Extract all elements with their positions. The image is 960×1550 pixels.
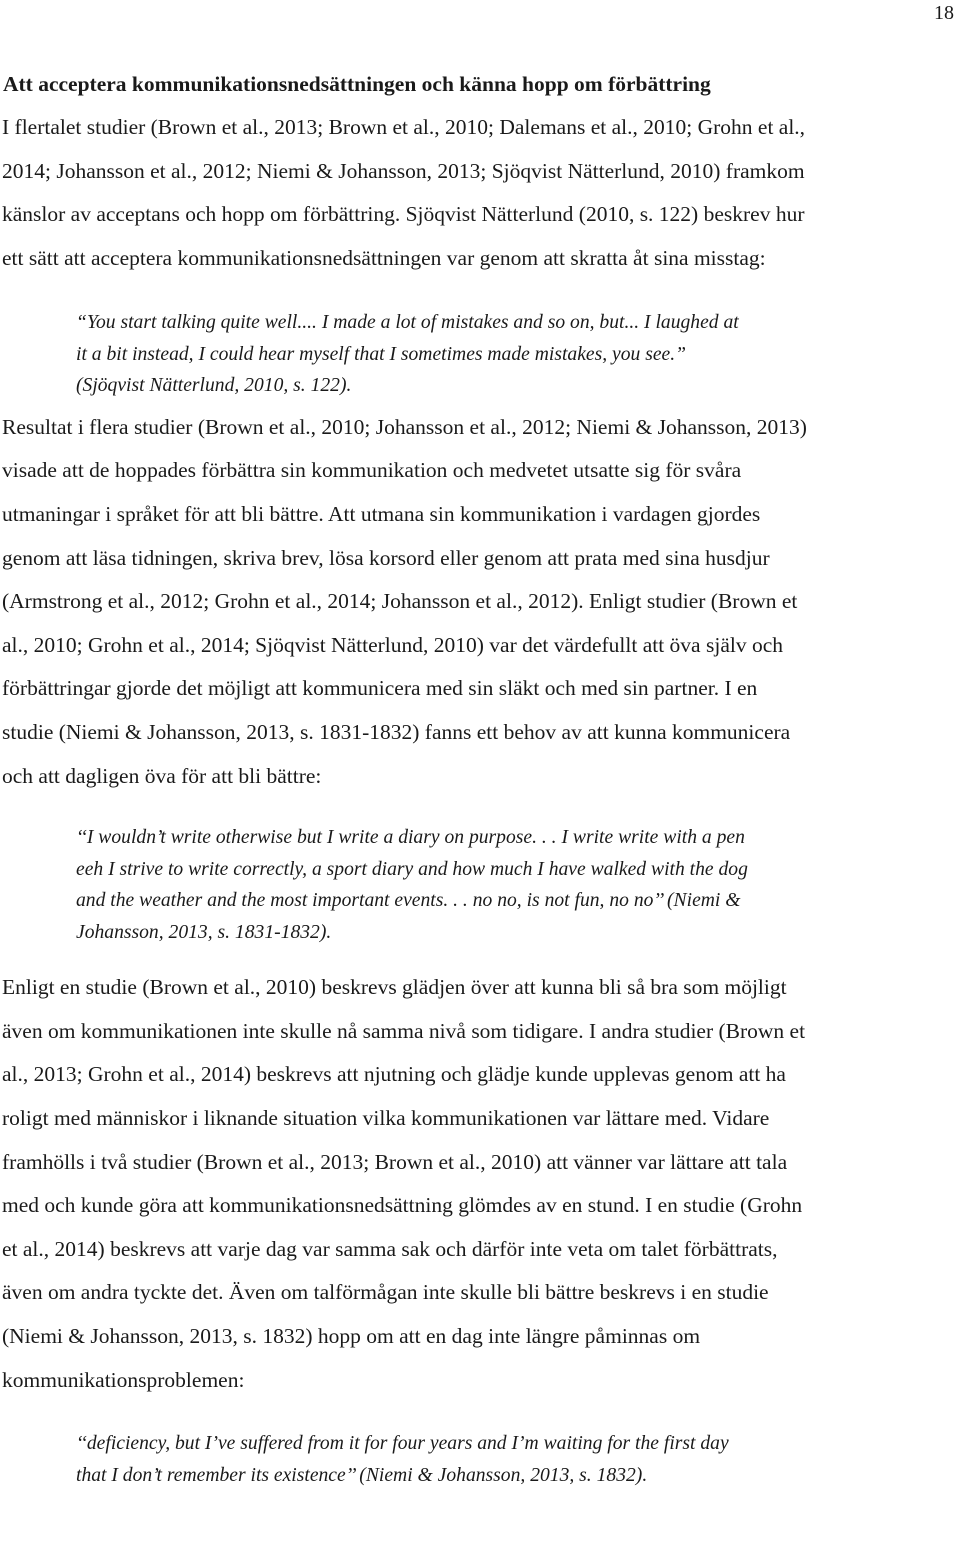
text-line: studie (Niemi & Johansson, 2013, s. 1831-1832) fanns ett behov av att kunna kommunicera — [2, 720, 791, 745]
document-body — [0, 64, 958, 1491]
paragraph-2 — [2, 406, 958, 798]
paragraph-3 — [2, 966, 958, 1402]
paragraph-1 — [2, 106, 958, 280]
text-line: Enligt en studie (Brown et al., 2010) beskrevs glädjen över att kunna bli så bra som möjligt — [2, 975, 787, 1000]
section-heading: Att acceptera kommunikationsnedsättningen och känna hopp om förbättring — [3, 72, 711, 96]
quote-line: it a bit instead, I could hear myself that I sometimes made mistakes, you see.” — [76, 343, 687, 365]
text-line: känslor av acceptans och hopp om förbättring. Sjöqvist Nätterlund (2010, s. 122) beskrev hur — [2, 202, 805, 227]
text-line: genom att läsa tidningen, skriva brev, lösa korsord eller genom att prata med sina husdjur — [2, 545, 770, 570]
text-line: även om andra tyckte det. Även om talförmågan inte skulle bli bättre beskrevs i en studie — [2, 1280, 769, 1305]
text-line: ett sätt att acceptera kommunikationsnedsättningen var genom att skratta åt sina misstag: — [2, 245, 766, 270]
text-line: roligt med människor i liknande situation vilka kommunikationen var lättare med. Vidare — [2, 1106, 770, 1130]
text-line: Resultat i flera studier (Brown et al., 2010; Johansson et al., 2012; Niemi & Johansson, 2013) — [2, 414, 807, 439]
block-quote-2 — [76, 822, 958, 948]
text-line: utmaningar i språket för att bli bättre. Att utmana sin kommunikation i vardagen gjordes — [2, 502, 761, 527]
quote-line: “You start talking quite well.... I made a lot of mistakes and so on, but... I laughed at — [76, 312, 739, 334]
text-line: (Armstrong et al., 2012; Grohn et al., 2014; Johansson et al., 2012). Enligt studier (Brown et — [2, 589, 798, 614]
text-line: kommunikationsproblemen: — [2, 1367, 245, 1392]
text-line: framhölls i två studier (Brown et al., 2013; Brown et al., 2010) att vänner var lättare att tala — [2, 1149, 788, 1174]
quote-line: and the weather and the most important events. . . no no, is not fun, no no’’ (Niemi & — [76, 890, 741, 912]
quote-line: (Sjöqvist Nätterlund, 2010, s. 122). — [76, 375, 352, 397]
text-line: al., 2010; Grohn et al., 2014; Sjöqvist Nätterlund, 2010) var det värdefullt att öva själv och — [2, 632, 784, 657]
text-line: visade att de hoppades förbättra sin kommunikation och medvetet utsatte sig för svåra — [2, 458, 742, 483]
text-line: et al., 2014) beskrevs att varje dag var samma sak och därför inte veta om talet förbättrats, — [2, 1236, 778, 1261]
block-quote-1 — [76, 307, 958, 402]
text-line: förbättringar gjorde det möjligt att kommunicera med sin släkt och med sin partner. I en — [2, 676, 758, 701]
quote-line: ‘‘I wouldn’t write otherwise but I write a diary on purpose. . . I write write with a pen — [76, 827, 745, 849]
quote-line: ‘‘deficiency, but I’ve suffered from it for four years and I’m waiting for the first day — [76, 1433, 729, 1455]
text-line: I flertalet studier (Brown et al., 2013; Brown et al., 2010; Dalemans et al., 2010; Grohn et al., — [2, 115, 806, 139]
text-line: med och kunde göra att kommunikationsnedsättning glömdes av en stund. I en studie (Grohn — [2, 1193, 803, 1218]
text-line: och att dagligen öva för att bli bättre: — [2, 763, 322, 788]
text-line: även om kommunikationen inte skulle nå samma nivå som tidigare. I andra studier (Brown et — [2, 1018, 806, 1043]
page-number: 18 — [934, 2, 954, 24]
text-line: 2014; Johansson et al., 2012; Niemi & Johansson, 2013; Sjöqvist Nätterlund, 2010) framkom — [2, 158, 805, 183]
text-line: al., 2013; Grohn et al., 2014) beskrevs att njutning och glädje kunde upplevas genom att ha — [2, 1062, 786, 1087]
quote-line: that I don’t remember its existence’’ (Niemi & Johansson, 2013, s. 1832). — [76, 1464, 648, 1486]
quote-line: Johansson, 2013, s. 1831-1832). — [76, 921, 332, 943]
quote-line: eeh I strive to write correctly, a sport diary and how much I have walked with the dog — [76, 858, 748, 880]
block-quote-3 — [76, 1428, 958, 1491]
text-line: (Niemi & Johansson, 2013, s. 1832) hopp om att en dag inte längre påminnas om — [2, 1323, 701, 1348]
